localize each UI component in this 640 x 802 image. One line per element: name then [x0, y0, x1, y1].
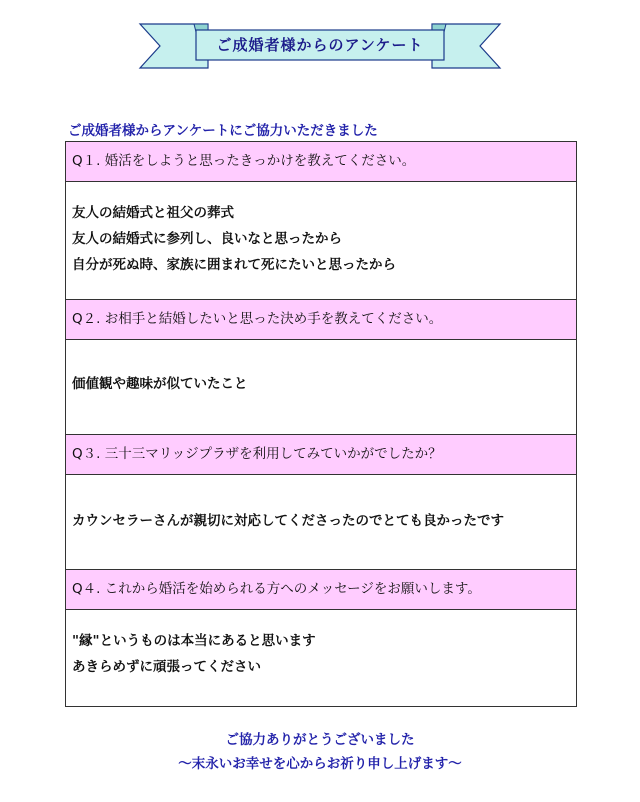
questionnaire-table	[65, 141, 577, 707]
answer-4-line-2: あきらめずに頑張ってください	[72, 659, 261, 675]
intro-text: ご成婚者様からアンケートにご協力いただきました	[68, 123, 378, 139]
title-banner	[138, 18, 502, 78]
answer-2-line-1: 価値観や趣味が似ていたこと	[72, 376, 248, 392]
question-2: Q２. お相手と結婚したいと思った決め手を教えてください。	[66, 300, 576, 340]
answer-4-line-1: "縁"というものは本当にあると思います	[72, 633, 316, 649]
answer-1	[66, 182, 576, 300]
thank-you-text: ご協力ありがとうございました	[225, 732, 415, 748]
closing-message: ～末永いお幸せを心からお祈り申し上げます～	[178, 756, 462, 772]
answer-4	[66, 610, 576, 706]
question-4: Q４. これから婚活を始められる方へのメッセージをお願いします。	[66, 570, 576, 610]
answer-1-line-1: 友人の結婚式と祖父の葬式	[72, 205, 234, 221]
answer-3-line-1: カウンセラーさんが親切に対応してくださったのでとても良かったです	[72, 513, 504, 529]
question-1: Q１. 婚活をしようと思ったきっかけを教えてください。	[66, 142, 576, 182]
answer-3	[66, 475, 576, 570]
question-3: Q３. 三十三マリッジプラザを利用してみていかがでしたか？	[66, 435, 576, 475]
banner-title: ご成婚者様からのアンケート	[216, 36, 424, 54]
answer-1-line-3: 自分が死ぬ時、家族に囲まれて死にたいと思ったから	[72, 257, 396, 273]
answer-1-line-2: 友人の結婚式に参列し、良いなと思ったから	[72, 231, 342, 247]
answer-2	[66, 340, 576, 435]
